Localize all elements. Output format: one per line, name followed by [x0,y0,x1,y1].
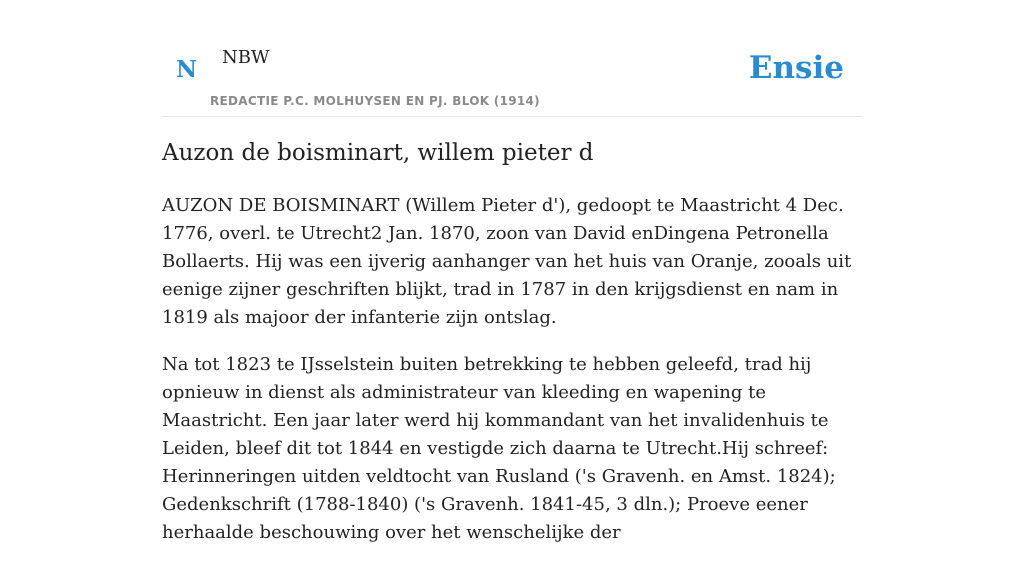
ensie-logo[interactable]: Ensie [748,50,844,86]
article-title: Auzon de boisminart, willem pieter d [162,140,594,166]
article-paragraph: AUZON DE BOISMINART (Willem Pieter d'), gedoopt te Maastricht 4 Dec. 1776, overl. te Utrecht2 Jan. 1870, zoon van David enDingena Petronella Bollaerts. Hij was een ijverig aanhanger van het huis van Oranje, zooals uit eenige zijner geschriften blijkt, trad in 1787 in den krijgsdienst en nam in 1819 als majoor der infanterie zijn ontslag. [162,195,852,328]
article-body [162,192,862,566]
source-name[interactable]: NBW [222,47,270,68]
header [162,0,862,117]
article-paragraph: Na tot 1823 te IJsselstein buiten betrekking te hebben geleefd, trad hij opnieuw in dienst als administrateur van kleeding en wapening te Maastricht. Een jaar later werd hij kommandant van het invalidenhuis te Leiden, bleef dit tot 1844 en vestigde zich daarna te Utrecht.Hij schreef: Herinneringen uitden veldtocht van Rusland ('s Gravenh. en Amst. 1824); Gedenkschrift (1788-1840) ('s Gravenh. 1841-45, 3 dln.); Proeve eener herhaalde beschouwing over het wenschelijke der [162,354,836,543]
source-subtitle: REDACTIE P.C. MOLHUYSEN EN PJ. BLOK (1914) [210,94,540,108]
source-logo[interactable]: N [176,56,198,83]
